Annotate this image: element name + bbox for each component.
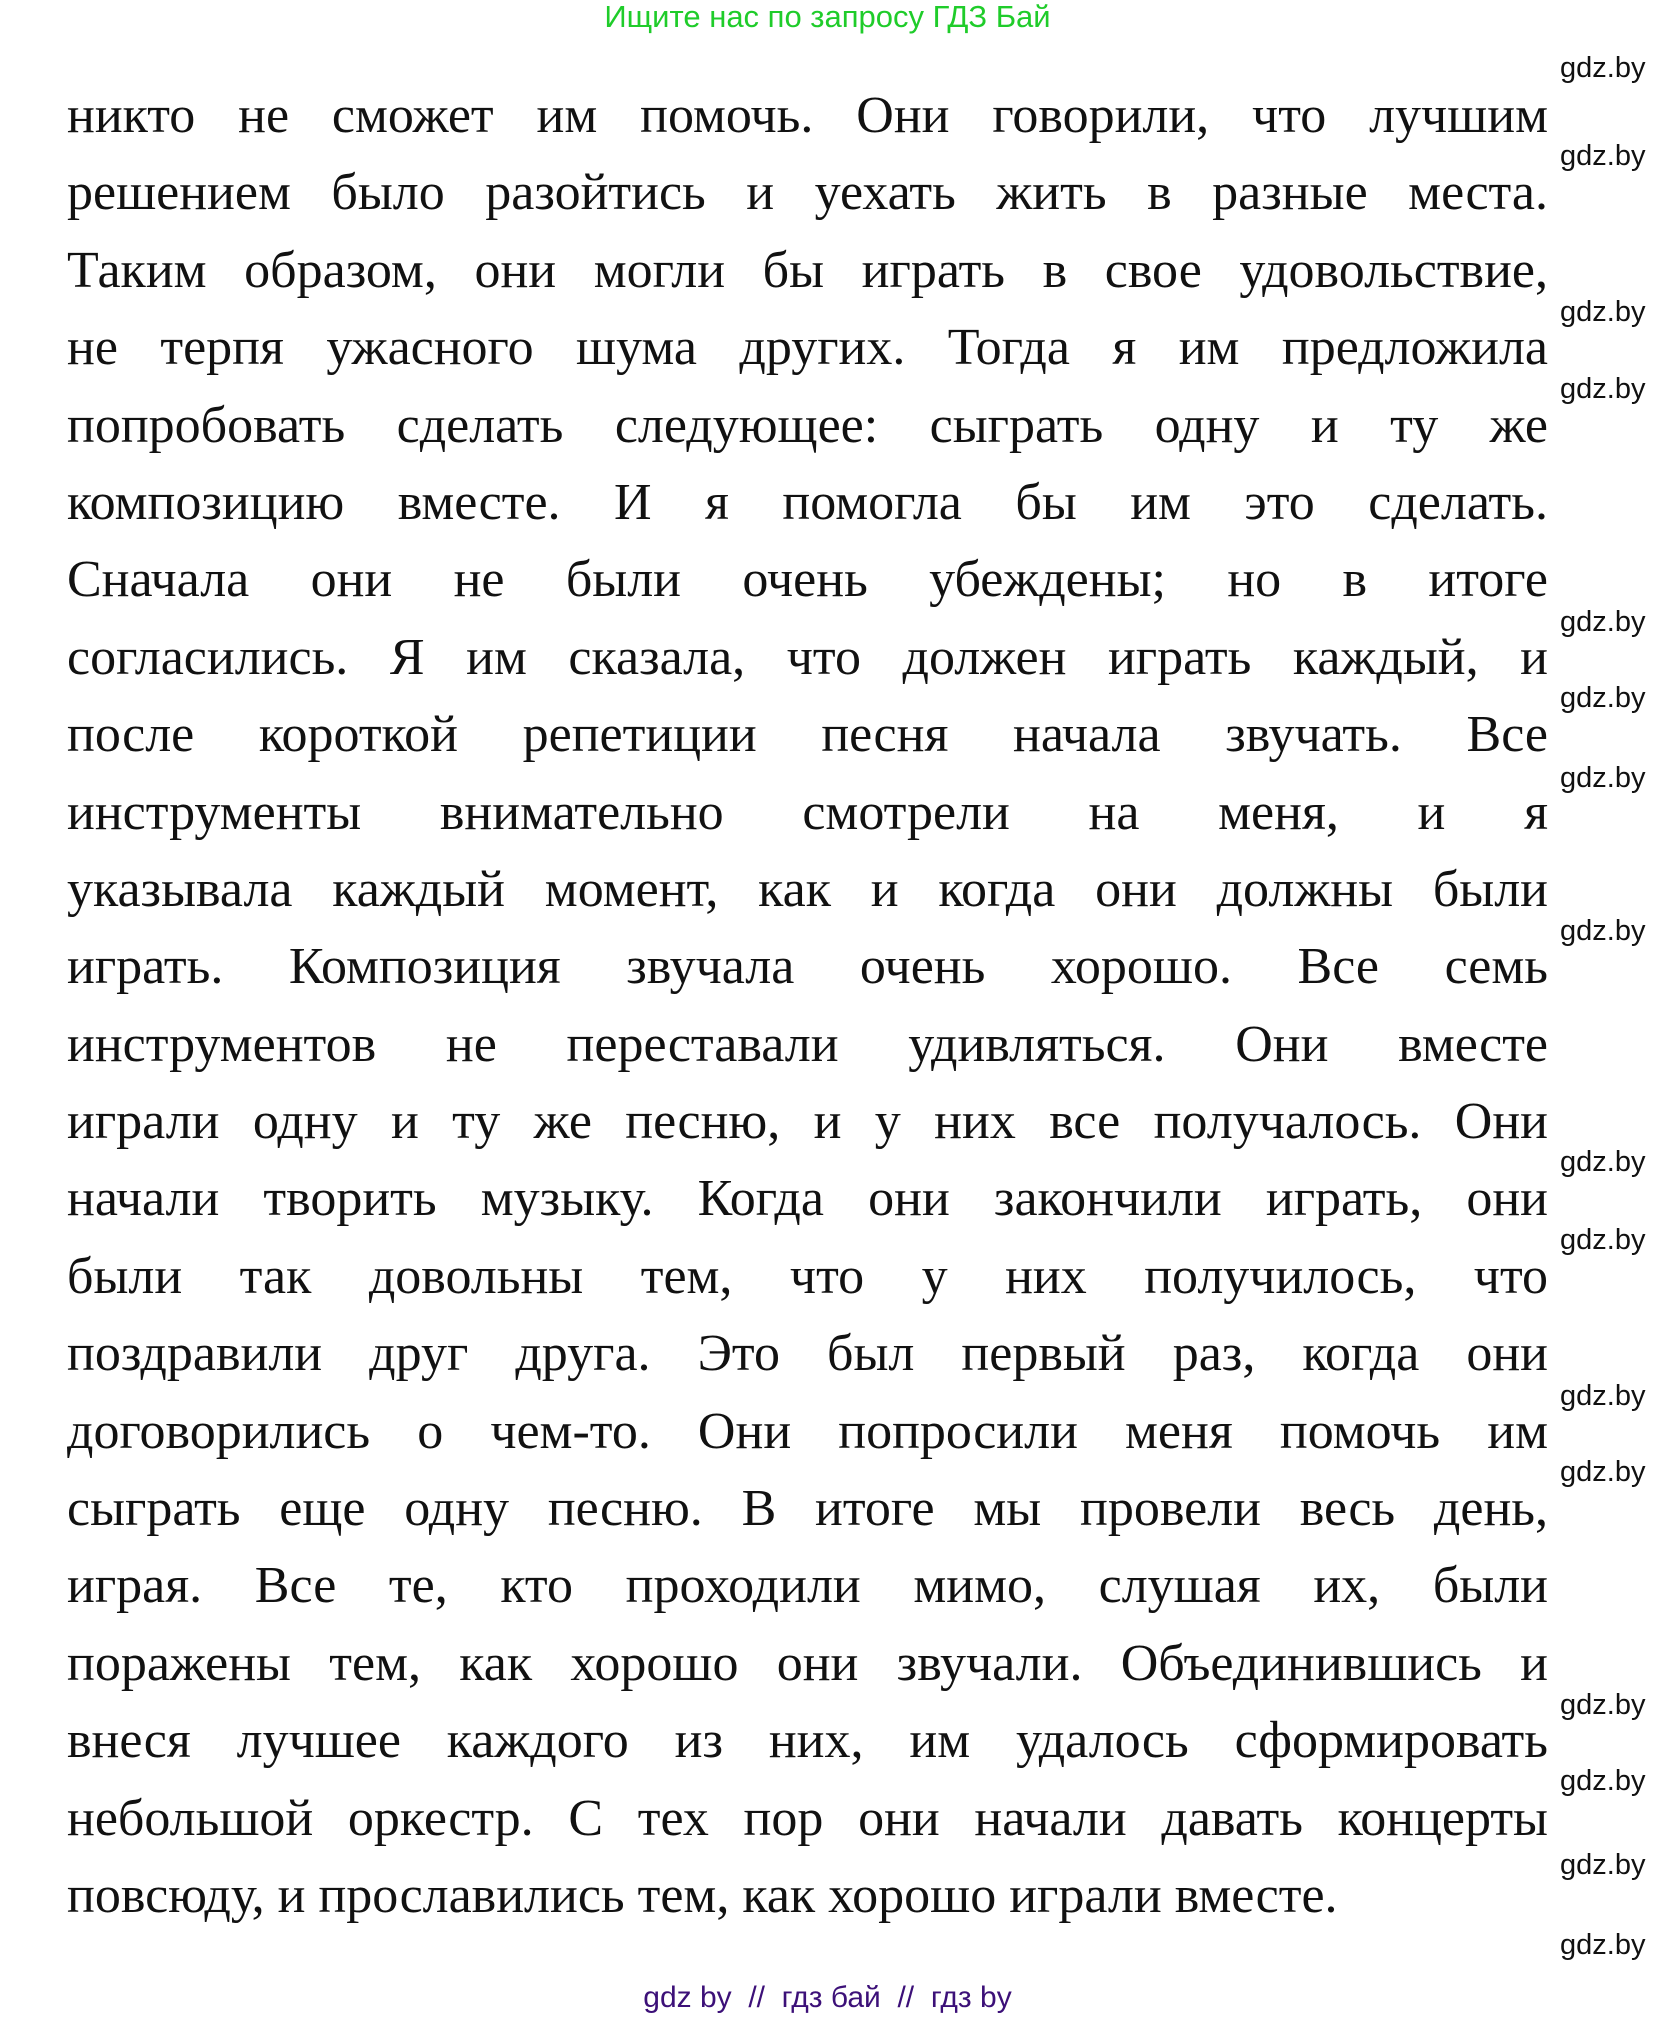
document-body <box>67 77 1548 1934</box>
text-line: никто не сможет им помочь. Они говорили, что лучшим <box>67 87 1548 144</box>
search-hint-banner: Ищите нас по запросу ГДЗ Бай <box>604 0 1051 34</box>
text-line: сыграть еще одну песню. В итоге мы провели весь день, <box>67 1480 1548 1538</box>
text-line: попробовать сделать следующее: сыграть одну и ту же <box>67 396 1548 454</box>
text-line: договорились о чем-то. Они попросили меня помочь им <box>67 1402 1548 1460</box>
watermark: gdz.by <box>1560 296 1646 328</box>
text-line: поражены тем, как хорошо они звучали. Объединившись и <box>67 1634 1548 1692</box>
text-line: Сначала они не были очень убеждены; но в итоге <box>67 551 1548 609</box>
text-line: были так довольны тем, что у них получилось, что <box>67 1247 1548 1305</box>
watermark: gdz.by <box>1560 1765 1646 1797</box>
text-line: поздравили друг друга. Это был первый раз, когда они <box>67 1325 1548 1383</box>
text-line: внеся лучшее каждого из них, им удалось сформировать <box>67 1712 1548 1770</box>
text-line: инструментов не переставали удивляться. Они вместе <box>67 1015 1548 1073</box>
text-line: после короткой репетиции песня начала звучать. Все <box>67 706 1548 764</box>
text-line: повсюду, и прославились тем, как хорошо играли вместе. <box>67 1866 1338 1924</box>
watermark: gdz.by <box>1560 1689 1646 1721</box>
text-line: согласились. Я им сказала, что должен играть каждый, и <box>67 628 1548 686</box>
watermark: gdz.by <box>1560 52 1646 84</box>
watermark: gdz.by <box>1560 1849 1646 1881</box>
watermark: gdz.by <box>1560 373 1646 405</box>
watermark: gdz.by <box>1560 682 1646 714</box>
text-line: играть. Композиция звучала очень хорошо. Все семь <box>67 938 1548 996</box>
text-line: играя. Все те, кто проходили мимо, слушая их, были <box>67 1557 1548 1615</box>
text-line: играли одну и ту же песню, и у них все получалось. Они <box>67 1093 1548 1151</box>
watermark: gdz.by <box>1560 1146 1646 1178</box>
watermark: gdz.by <box>1560 762 1646 794</box>
text-line: начали творить музыку. Когда они закончили играть, они <box>67 1170 1548 1228</box>
text-line: Таким образом, они могли бы играть в свое удовольствие, <box>67 241 1548 299</box>
text-line: инструменты внимательно смотрели на меня, и я <box>67 783 1548 841</box>
text-line: указывала каждый момент, как и когда они должны были <box>67 860 1548 918</box>
watermark: gdz.by <box>1560 1380 1646 1412</box>
watermark: gdz.by <box>1560 606 1646 638</box>
text-line: не терпя ужасного шума других. Тогда я им предложила <box>67 319 1548 377</box>
watermark: gdz.by <box>1560 1224 1646 1256</box>
watermark: gdz.by <box>1560 1456 1646 1488</box>
watermark: gdz.by <box>1560 140 1646 172</box>
text-line: композицию вместе. И я помогла бы им это сделать. <box>67 473 1548 531</box>
text-line: небольшой оркестр. С тех пор они начали давать концерты <box>67 1789 1548 1847</box>
watermark: gdz.by <box>1560 1929 1646 1961</box>
text-line: решением было разойтись и уехать жить в разные места. <box>67 164 1548 222</box>
footer-links: gdz by // гдз бай // гдз by <box>643 1981 1012 2014</box>
watermark: gdz.by <box>1560 915 1646 947</box>
